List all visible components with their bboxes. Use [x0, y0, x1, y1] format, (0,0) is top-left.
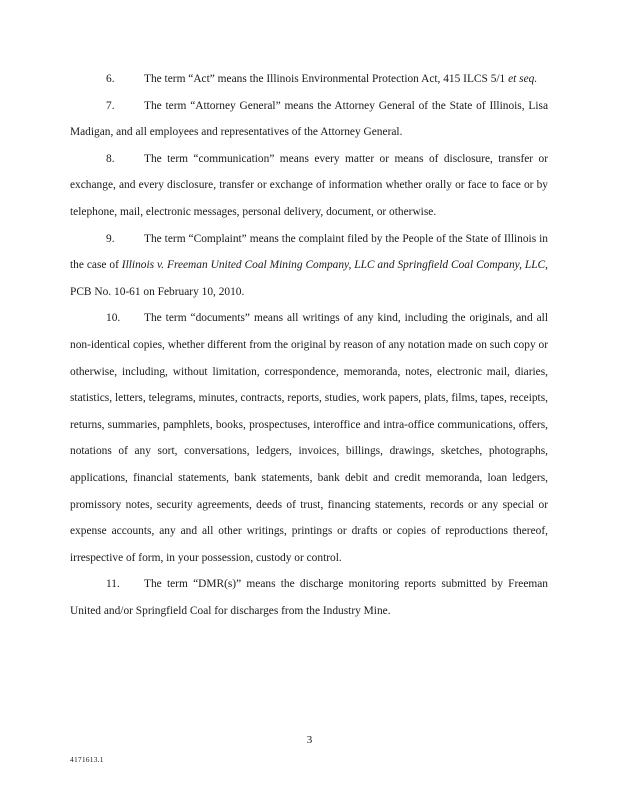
paragraph-text: The term “communication” means every matter or means of disclosure, transfer or exchange, and every disclosure, transfer or exchange of information whether orally or face to face or by telephone, mail, electronic messages, personal delivery, document, or otherwise.	[70, 152, 548, 218]
paragraph-number: 11.	[106, 578, 120, 591]
paragraph-8	[70, 146, 548, 226]
paragraph-text: The term “Act” means the Illinois Environmental Protection Act, 415 ILCS 5/1	[144, 73, 509, 85]
paragraph-number: 10.	[106, 312, 121, 325]
paragraph-6	[70, 66, 548, 93]
paragraph-text-italic: et seq.	[508, 73, 538, 85]
paragraph-9	[70, 226, 548, 306]
document-id: 4171613.1	[70, 755, 104, 764]
paragraph-text: The term “Attorney General” means the Attorney General of the State of Illinois, Lisa Madigan, and all employees and representatives of the Attorney General.	[70, 99, 548, 139]
paragraph-number: 9.	[106, 232, 115, 245]
case-name-italic: Illinois v. Freeman United Coal Mining Company, LLC and Springfield Coal Company, LLC,	[121, 259, 548, 272]
paragraph-10	[70, 305, 548, 571]
paragraph-text: The term “Complaint” means the complaint filed by the People of the State of Illinois in the case of	[70, 232, 548, 272]
body-text	[70, 66, 548, 624]
paragraph-7	[70, 93, 548, 146]
paragraph-text: The term “DMR(s)” means the discharge monitoring reports submitted by Freeman United and/or Springfield Coal for discharges from the Industry Mine.	[70, 578, 548, 617]
paragraph-text: PCB No. 10-61 on February 10, 2010.	[70, 285, 245, 298]
paragraph-number: 7.	[106, 99, 115, 112]
paragraph-number: 6.	[106, 73, 115, 85]
paragraph-11	[70, 571, 548, 624]
paragraph-text: The term “documents” means all writings of any kind, including the originals, and all non-identical copies, whether different from the original by reason of any notation made on such copy or otherwise, including, without limitation, correspondence, memoranda, notes, electronic mail, diaries, statistics, letters, telegrams, minutes, contracts, reports, studies, work papers, plats, films, tapes, receipts, returns, summaries, pamphlets, books, prospectuses, interoffice and intra-office communications, offers, notations of any sort, conversations, ledgers, invoices, billings, drawings, sketches, photographs, applications, financial statements, bank statements, bank debit and credit memoranda, loan ledgers, promissory notes, security agreements, deeds of trust, financing statements, records or any special or expense accounts, any and all other writings, printings or drafts or copies of reproductions thereof, irrespective of form, in your possession, custody or control.	[70, 312, 548, 564]
page-number: 3	[306, 734, 313, 746]
paragraph-number: 8.	[106, 152, 115, 165]
